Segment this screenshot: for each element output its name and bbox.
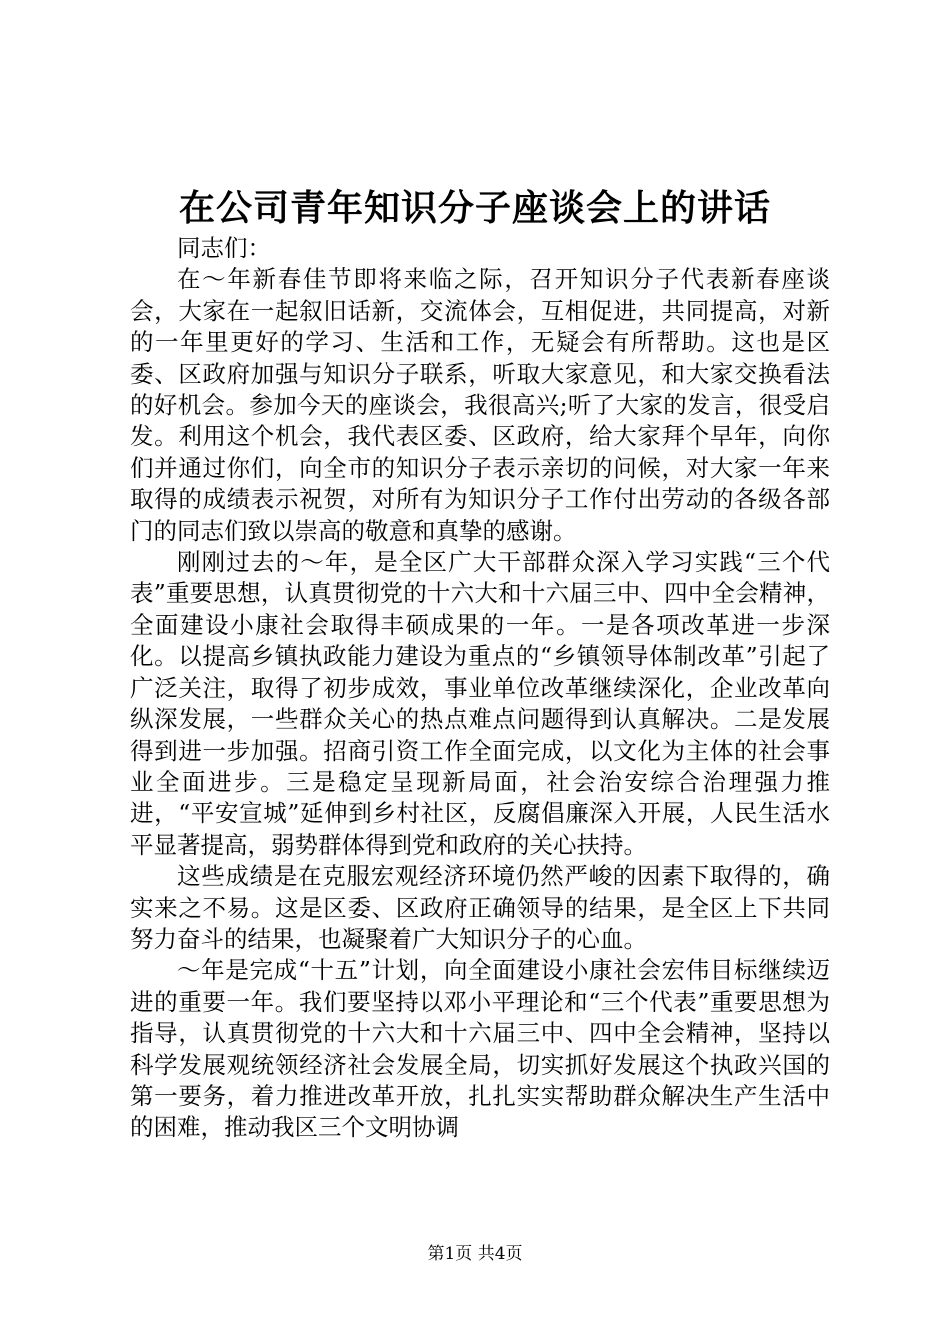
document-title: 在公司青年知识分子座谈会上的讲话 <box>178 187 771 229</box>
document-body <box>130 233 830 1144</box>
paragraph-1: 在～年新春佳节即将来临之际，召开知识分子代表新春座谈会，大家在一起叙旧话新，交流体会，互相促进，共同提高，对新的一年里更好的学习、生活和工作，无疑会有所帮助。这也是区委、区政府加强与知识分子联系，听取大家意见，和大家交换看法的好机会。参加今天的座谈会，我很高兴;听了大家的发言，很受启发。利用这个机会，我代表区委、区政府，给大家拜个早年，向你们并通过你们，向全市的知识分子表示亲切的问候，对大家一年来取得的成绩表示祝贺，对所有为知识分子工作付出劳动的各级各部门的同志们致以崇高的敬意和真挚的感谢。 <box>130 265 830 545</box>
page-number-footer: 第1页 共4页 <box>427 1244 523 1264</box>
paragraph-3: 这些成绩是在克服宏观经济环境仍然严峻的因素下取得的，确实来之不易。这是区委、区政府正确领导的结果，是全区上下共同努力奋斗的结果，也凝聚着广大知识分子的心血。 <box>130 862 830 953</box>
greeting: 同志们： <box>177 234 271 262</box>
paragraph-4: ～年是完成“十五”计划，向全面建设小康社会宏伟目标继续迈进的重要一年。我们要坚持以邓小平理论和“三个代表”重要思想为指导，认真贯彻党的十六大和十六届三中、四中全会精神，坚持以科学发展观统领经济社会发展全局，切实抓好发展这个执政兴国的第一要务，着力推进改革开放，扎扎实实帮助群众解决生产生活中的困难，推动我区三个文明协调 <box>130 956 830 1142</box>
paragraph-2: 刚刚过去的～年，是全区广大干部群众深入学习实践“三个代表”重要思想，认真贯彻党的十六大和十六届三中、四中全会精神，全面建设小康社会取得丰硕成果的一年。一是各项改革进一步深化。以提高乡镇执政能力建设为重点的“乡镇领导体制改革”引起了广泛关注，取得了初步成效，事业单位改革继续深化，企业改革向纵深发展，一些群众关心的热点难点问题得到认真解决。二是发展得到进一步加强。招商引资工作全面完成，以文化为主体的社会事业全面进步。三是稳定呈现新局面，社会治安综合治理强力推进，“平安宣城”延伸到乡村社区，反腐倡廉深入开展，人民生活水平显著提高，弱势群体得到党和政府的关心扶持。 <box>130 548 830 859</box>
